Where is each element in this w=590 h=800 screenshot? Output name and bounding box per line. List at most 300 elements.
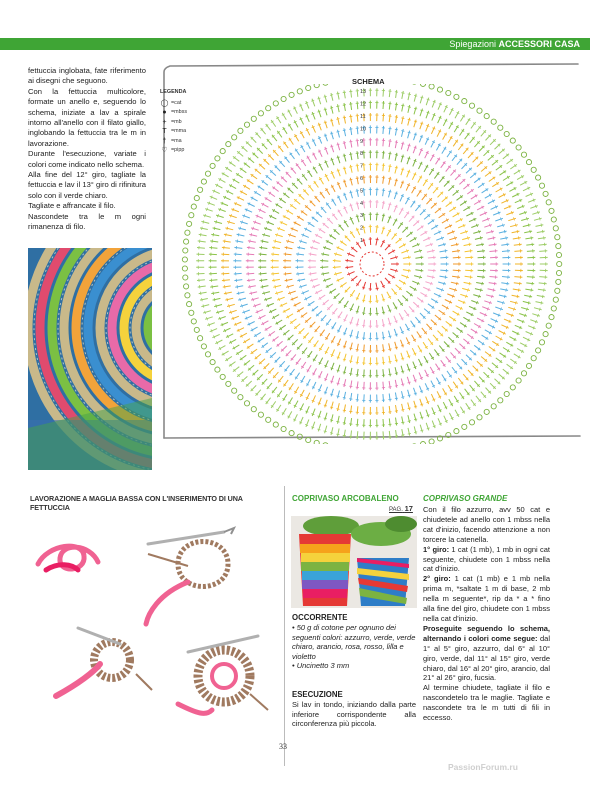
stitch-mark xyxy=(303,189,308,195)
stitch-mark xyxy=(292,339,298,345)
stitch-mark xyxy=(261,241,269,243)
stitch-mark xyxy=(336,272,337,275)
picot-mark xyxy=(454,94,459,99)
stitch-mark xyxy=(349,192,352,193)
stitch-mark xyxy=(395,386,398,387)
stitch-mark xyxy=(277,228,285,231)
stitch-mark xyxy=(251,137,257,143)
stitch-mark xyxy=(312,246,313,249)
stitch-mark xyxy=(297,247,305,249)
stitch-mark xyxy=(482,243,483,246)
stitch-mark xyxy=(376,308,377,316)
stitch-mark xyxy=(462,238,470,240)
stitch-mark xyxy=(440,251,448,252)
stitch-mark xyxy=(334,272,342,274)
stitch-mark xyxy=(325,147,328,155)
stitch-mark xyxy=(296,273,304,274)
stitch-mark xyxy=(207,208,208,211)
stitch-mark xyxy=(401,435,404,436)
picot-mark xyxy=(526,363,531,368)
stitch-mark xyxy=(383,369,384,377)
picot-mark xyxy=(526,160,531,165)
stitch-mark xyxy=(394,192,397,200)
stitch-mark xyxy=(357,126,358,134)
picot-mark xyxy=(555,235,560,240)
stitch-mark xyxy=(318,424,320,432)
stitch-mark xyxy=(468,152,473,158)
stitch-mark xyxy=(363,307,364,315)
stitch-mark xyxy=(312,99,315,107)
stitch-mark xyxy=(465,257,473,258)
stitch-mark xyxy=(468,237,469,240)
stitch-mark xyxy=(242,310,250,313)
stitch-mark xyxy=(351,140,352,148)
stitch-mark xyxy=(377,200,378,208)
stitch-mark xyxy=(197,280,205,281)
stitch-mark xyxy=(542,295,543,298)
stitch-mark xyxy=(363,239,366,247)
stitch-mark xyxy=(337,344,340,345)
rug-photo xyxy=(28,248,152,470)
list-item: • 50 g di cotone per ognuno dei seguenti colori: azzurro, verde, verde chiaro, arancio, rosa, rosso, lilla e violetto xyxy=(292,623,416,661)
pot-covers-photo xyxy=(291,516,417,608)
stitch-mark xyxy=(401,409,404,410)
stitch-mark xyxy=(500,308,501,311)
stitch-mark xyxy=(311,100,314,101)
stitch-mark xyxy=(388,336,391,337)
picot-mark xyxy=(314,440,319,444)
stitch-mark xyxy=(455,288,456,291)
stitch-mark xyxy=(484,372,490,378)
picot-mark xyxy=(215,367,220,372)
picot-mark xyxy=(469,420,474,425)
rug-photo-image xyxy=(28,248,152,470)
stitch-mark xyxy=(539,217,540,220)
stitch-mark xyxy=(514,283,522,284)
stitch-mark xyxy=(409,269,410,272)
stitch-mark xyxy=(257,310,258,313)
stitch-mark xyxy=(525,238,533,239)
stitch-mark xyxy=(433,187,438,193)
stitch-mark xyxy=(395,92,398,93)
stitch-mark xyxy=(420,412,423,420)
stitch-mark xyxy=(306,420,309,427)
stitch-mark xyxy=(284,273,292,274)
picot-mark xyxy=(516,145,521,150)
watermark: PassionForum.ru xyxy=(448,762,518,772)
stitch-mark xyxy=(286,172,291,178)
stitch-mark xyxy=(408,145,411,146)
stitch-mark xyxy=(402,404,404,412)
picot-mark xyxy=(429,439,434,444)
stitch-mark xyxy=(407,171,410,172)
picot-mark xyxy=(477,415,482,420)
stitch-mark xyxy=(241,146,247,151)
stitch-mark xyxy=(320,267,328,268)
stitch-mark xyxy=(447,294,454,297)
stitch-mark xyxy=(344,180,347,188)
stitch-mark xyxy=(382,201,384,209)
picot-mark xyxy=(556,279,561,284)
stitch-mark xyxy=(538,211,539,214)
stitch-mark xyxy=(314,285,315,288)
picot-mark xyxy=(539,183,544,188)
stitch-mark xyxy=(389,331,391,339)
center-ring xyxy=(360,252,384,276)
picot-mark xyxy=(543,191,548,196)
page-reference xyxy=(389,504,413,513)
coprivaso-grande-text xyxy=(423,505,550,723)
stitch-mark xyxy=(537,231,545,233)
stitch-mark xyxy=(331,93,333,101)
stitch-mark xyxy=(401,182,404,183)
stitch-mark xyxy=(508,218,516,220)
stitch-mark xyxy=(305,102,308,103)
stitch-mark xyxy=(299,194,305,200)
stitch-mark xyxy=(383,332,384,340)
stitch-mark xyxy=(319,123,322,131)
stitch-mark xyxy=(338,156,340,164)
stitch-mark xyxy=(356,298,359,299)
stitch-mark xyxy=(495,144,501,150)
stitch-mark xyxy=(453,257,461,258)
stitch-mark xyxy=(421,269,422,272)
stitch-mark xyxy=(389,418,390,426)
stitch-mark xyxy=(396,90,397,98)
stitch-mark xyxy=(376,225,377,233)
stitch-mark xyxy=(395,193,398,194)
stitch-mark xyxy=(438,192,444,198)
esecuzione-text: Si lav in tondo, iniziando dalla parte inferiore corrispondente alla circonferenza più piccola. xyxy=(292,700,416,729)
stitch-mark xyxy=(478,270,486,271)
stitch-mark xyxy=(318,110,321,118)
picot-mark xyxy=(281,426,286,431)
stitch-mark xyxy=(268,221,269,224)
schema-ring xyxy=(258,150,486,378)
stitch-mark xyxy=(420,399,423,407)
stitch-mark xyxy=(210,329,217,332)
stitch-mark xyxy=(356,324,359,325)
stitch-mark xyxy=(242,304,243,307)
stitch-mark xyxy=(494,243,495,246)
round-number: 11 xyxy=(360,114,366,120)
stitch-mark xyxy=(237,240,238,243)
stitch-mark xyxy=(336,106,339,107)
stitch-mark xyxy=(509,205,510,208)
stitch-mark xyxy=(331,158,334,165)
stitch-mark xyxy=(539,277,547,278)
stitch-mark xyxy=(408,158,411,159)
stitch-mark xyxy=(205,214,206,217)
stitch-mark xyxy=(337,183,340,184)
stitch-mark xyxy=(251,385,257,391)
stitch-mark xyxy=(338,352,341,360)
picot-mark xyxy=(420,84,425,87)
stitch-mark xyxy=(325,387,328,395)
stitch-mark xyxy=(407,351,410,359)
stitch-mark xyxy=(336,119,339,120)
stitch-mark xyxy=(214,305,222,307)
stitch-mark xyxy=(338,182,341,189)
stitch-mark xyxy=(425,244,433,247)
stitch-mark xyxy=(530,320,538,323)
stitch-mark xyxy=(427,324,432,330)
stitch-mark xyxy=(338,365,340,373)
stitch-mark xyxy=(331,414,333,422)
stitch-mark xyxy=(377,188,378,196)
legend-label: =ma xyxy=(171,137,182,144)
stitch-mark xyxy=(205,311,206,314)
stitch-mark xyxy=(415,270,423,271)
legend-label: =cat xyxy=(171,99,182,106)
picot-mark xyxy=(484,114,489,119)
stitch-mark xyxy=(536,225,544,227)
stitch-mark xyxy=(330,146,333,147)
tall-pot-cover xyxy=(299,534,351,606)
stitch-mark xyxy=(205,209,213,212)
stitch-mark xyxy=(519,212,527,215)
stitch-mark xyxy=(277,233,278,236)
stitch-mark xyxy=(476,283,484,284)
stitch-mark xyxy=(490,301,491,304)
stitch-mark xyxy=(482,307,490,310)
stitch-mark xyxy=(382,203,385,204)
stitch-mark xyxy=(433,426,436,427)
page-reference-label: PAG. xyxy=(389,507,403,513)
stitch-mark xyxy=(463,301,464,304)
picot-mark xyxy=(205,352,210,357)
stitch-mark xyxy=(310,279,318,281)
picot-mark xyxy=(289,431,294,436)
stitch-mark xyxy=(330,381,333,382)
stitch-mark xyxy=(457,159,462,165)
stitch-mark xyxy=(440,270,448,271)
stitch-mark xyxy=(338,429,340,437)
stitch-mark xyxy=(395,411,398,412)
stitch-mark xyxy=(466,355,472,361)
stitch-mark xyxy=(325,374,328,382)
stitch-mark xyxy=(420,136,423,137)
stitch-mark xyxy=(338,92,340,100)
stitch-mark xyxy=(395,142,398,143)
prosegu-text: dal 1° al 5° giro, azzurro, dal 6° al 10° giro, verde, dal 11° al 15° giro, verde chiaro, dal 16° al 20° giro, arancio, dal 21° al 26° giro, fucsia. xyxy=(423,633,550,683)
picot-mark xyxy=(273,422,278,427)
left-paragraph: Tagliate e affrancate il filo. xyxy=(28,201,116,211)
stitch-mark xyxy=(259,359,265,364)
stitch-mark xyxy=(442,197,448,202)
stitch-mark xyxy=(402,417,404,425)
stitch-mark xyxy=(395,155,398,156)
stitch-mark xyxy=(395,347,398,348)
stitch-mark xyxy=(383,163,384,171)
stitch-mark xyxy=(299,279,300,282)
stitch-mark xyxy=(500,289,508,291)
step-1-loop-icon xyxy=(38,546,98,570)
stitch-mark xyxy=(530,206,538,209)
picot-mark xyxy=(184,284,189,289)
stitch-mark xyxy=(203,220,204,223)
stitch-mark xyxy=(209,248,217,249)
stitch-mark xyxy=(488,155,494,160)
stitch-mark xyxy=(211,234,219,235)
stitch-mark xyxy=(268,304,269,307)
stitch-mark xyxy=(493,236,494,239)
stitch-mark xyxy=(455,174,461,180)
stitch-mark xyxy=(344,379,346,387)
stitch-mark xyxy=(518,236,519,239)
picot-mark xyxy=(266,106,271,111)
stitch-mark xyxy=(414,94,416,102)
stitch-mark xyxy=(262,285,263,288)
stitch-mark xyxy=(414,121,417,122)
stitch-mark xyxy=(344,367,346,375)
stitch-mark xyxy=(420,123,423,124)
stitch-mark xyxy=(327,218,333,224)
stitch-mark xyxy=(537,295,545,297)
picot-mark xyxy=(266,417,271,422)
picot-mark xyxy=(201,344,206,349)
stitch-mark xyxy=(514,217,515,220)
stitch-mark xyxy=(414,419,417,420)
stitch-mark xyxy=(200,228,208,230)
stitch-mark xyxy=(525,211,526,214)
stitch-mark xyxy=(343,333,346,334)
stitch-mark xyxy=(234,273,242,274)
step-3-ring-icon xyxy=(56,628,152,696)
picot-mark xyxy=(546,323,551,328)
picot-mark xyxy=(191,319,196,324)
stitch-mark xyxy=(383,394,384,402)
stitch-mark xyxy=(377,320,378,328)
stitch-mark xyxy=(408,428,410,436)
stitch-mark xyxy=(484,301,492,304)
stitch-mark xyxy=(345,287,351,293)
stitch-mark xyxy=(231,209,239,212)
stitch-mark xyxy=(408,119,411,120)
stitch-mark xyxy=(401,422,404,423)
stitch-mark xyxy=(246,142,252,148)
stitch-mark xyxy=(510,301,518,303)
stitch-mark xyxy=(309,273,317,274)
picot-mark xyxy=(182,257,187,262)
stitch-mark xyxy=(389,406,390,414)
stitch-mark xyxy=(253,222,261,225)
stitch-mark xyxy=(321,273,329,275)
stitch-mark xyxy=(261,286,269,288)
stitch-mark xyxy=(401,275,409,278)
picot-mark xyxy=(469,103,474,108)
stitch-mark xyxy=(318,416,321,417)
stitch-mark xyxy=(506,236,507,239)
schema-ring xyxy=(209,101,536,428)
stitch-mark xyxy=(427,428,430,429)
picot-mark xyxy=(462,99,467,104)
stitch-mark xyxy=(528,301,529,304)
stitch-mark xyxy=(286,246,287,249)
stitch-mark xyxy=(356,229,359,230)
stitch-mark xyxy=(316,212,322,217)
stitch-mark xyxy=(502,251,510,252)
stitch-mark xyxy=(337,383,340,384)
stitch-mark xyxy=(433,101,436,102)
stitch-mark xyxy=(237,234,245,236)
stitch-mark xyxy=(408,369,411,370)
stitch-mark xyxy=(501,283,509,284)
stitch-mark xyxy=(285,247,293,249)
stitch-mark xyxy=(324,379,327,380)
stitch-mark xyxy=(403,257,411,258)
stitch-mark xyxy=(343,385,346,386)
stitch-mark xyxy=(490,270,498,271)
stitch-mark xyxy=(270,352,276,357)
stitch-mark xyxy=(407,364,410,372)
stitch-mark xyxy=(253,227,254,230)
stitch-mark xyxy=(413,362,416,369)
stitch-mark xyxy=(344,128,346,136)
stitch-mark xyxy=(299,285,307,287)
stitch-mark xyxy=(357,164,358,172)
stitch-mark xyxy=(214,221,222,223)
picot-mark xyxy=(210,360,215,365)
stitch-mark xyxy=(356,311,359,312)
stitch-mark xyxy=(259,280,267,281)
stitch-mark xyxy=(408,132,411,133)
stitch-mark xyxy=(524,231,532,233)
stitch-mark xyxy=(389,177,391,185)
stitch-mark xyxy=(395,104,398,105)
stitch-mark xyxy=(207,317,208,320)
picot-mark xyxy=(238,395,243,400)
stitch-mark xyxy=(495,307,503,310)
stitch-mark xyxy=(238,292,239,295)
stitch-mark xyxy=(462,163,468,169)
stitch-mark xyxy=(389,164,390,172)
stitch-mark xyxy=(407,276,408,279)
stitch-mark xyxy=(262,143,267,149)
stitch-mark xyxy=(197,248,205,249)
stitch-mark xyxy=(495,218,503,221)
stitch-mark xyxy=(420,391,423,392)
picot-mark xyxy=(557,261,562,266)
stitch-mark xyxy=(213,298,221,300)
stitch-mark xyxy=(259,164,265,169)
stitch-mark xyxy=(357,139,358,147)
picot-mark xyxy=(244,401,249,406)
stitch-mark xyxy=(363,213,364,221)
stitch-mark xyxy=(264,298,272,301)
stitch-mark xyxy=(350,204,353,212)
stitch-mark xyxy=(253,304,261,307)
stitch-mark xyxy=(299,241,307,243)
stitch-mark xyxy=(527,217,528,220)
stitch-mark xyxy=(432,421,435,429)
stitch-mark xyxy=(517,319,524,322)
stitch-mark xyxy=(336,421,339,422)
left-paragraph: fettuccia inglobata, fate riferimento ai disegni che seguono. xyxy=(28,66,146,86)
stitch-mark xyxy=(310,322,316,328)
picot-mark xyxy=(182,266,187,271)
stitch-mark xyxy=(452,230,453,233)
stitch-mark xyxy=(233,317,234,320)
stitch-mark xyxy=(286,241,294,243)
stitch-mark xyxy=(479,230,480,233)
stitch-mark xyxy=(407,170,410,178)
stitch-mark xyxy=(364,382,365,390)
stitch-mark xyxy=(465,270,473,271)
stitch-mark xyxy=(492,230,493,233)
stitch-mark xyxy=(499,231,507,233)
stitch-mark xyxy=(522,320,523,323)
